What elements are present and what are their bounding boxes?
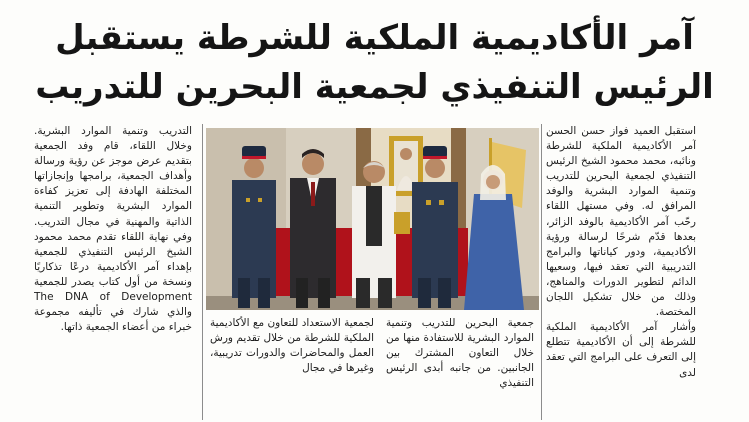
article-column-left: التدريب وتنمية الموارد البشرية. وخلال اللقاء، قام وفد الجمعية بتقديم عرض موجز عن رؤية ورسالة وأهداف الجمعية، برامجها وإنجازاتها المختلفة الهادفة إلى تعزيز كفاءة الموارد البشرية وتطوير التنمية الذاتية والمهنية في مجال التدريب. وفي نهاية اللقاء تقدم محمد محمود الشيخ الرئيس التنفيذي للجمعية بإهداء آمر الأكاديمية درعًا تذكاريًا ونسخة من أول كتاب يصدر للجمعية The DNA of Development والذي شارك في تأليفه مجموعة خبراء من أعضاء الجمعية ذاتها. <box>34 125 192 334</box>
photo-illustration <box>206 128 539 310</box>
article-paragraph-2: وأشار آمر الأكاديمية الملكية للشرطة إلى أن الأكاديمية تتطلع إلى التعرف على البرامج التي تعقد لدى <box>546 321 696 379</box>
column-rule <box>202 124 203 420</box>
presented-plaque <box>394 212 410 234</box>
column-rule <box>541 124 542 420</box>
article-column-right <box>546 124 696 420</box>
news-photo <box>206 128 539 310</box>
article-column-mid-left: لجمعية الاستعداد للتعاون مع الأكاديمية الملكية للشرطة من خلال تقديم ورش العمل والمحاضرات والدورات تدريبية، وغيرها في مجال <box>210 317 374 375</box>
article-paragraph-1: استقبل العميد فواز حسن الحسن آمر الأكاديمية الملكية للشرطة ونائبه، محمد محمود الشيخ الرئيس التنفيذي لجمعية البحرين للتدريب وتنمية الموارد البشرية والوفد المرافق له. وفي مستهل اللقاء رحّب آمر الأكاديمية بالوفد الزائر، بعدها قدّم شرحًا لرسالة ورؤية الأكاديمية، ودور كياناتها والبرامج التدريبية التي تعقد فيها، وسعيها الدائم لتطوير الدورات والمناهج، وذلك من خلال تشكيل اللجان المختصة. <box>546 125 696 319</box>
portrait-face <box>400 148 412 160</box>
headline-line-2: الرئيس التنفيذي لجمعية البحرين للتدريب <box>35 67 714 107</box>
article-column-mid-right: جمعية البحرين للتدريب وتنمية الموارد البشرية للاستفادة منها من خلال التعاون المشترك بين الجانبين. من جانبه أبدى الرئيس التنفيذي <box>386 317 534 390</box>
headline-line-1: آمر الأكاديمية الملكية للشرطة يستقبل <box>55 18 694 58</box>
